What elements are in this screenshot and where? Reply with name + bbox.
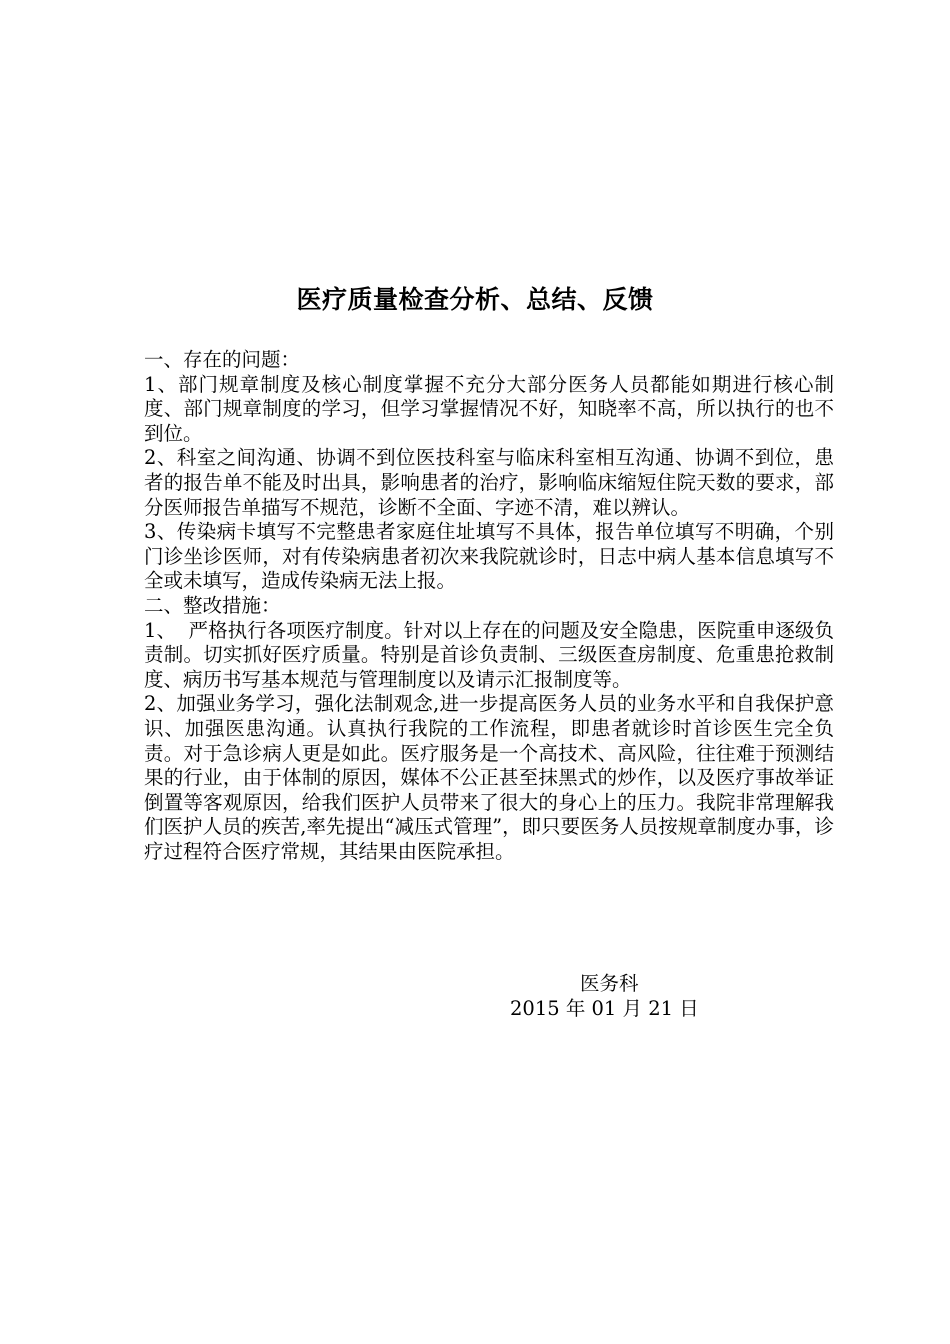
- section-heading-measures: 二、整改措施：: [144, 593, 281, 617]
- paragraph-problem-2: 2、科室之间沟通、协调不到位医技科室与临床科室相互沟通、协调不到位，患者的报告单不能及时出具，影响患者的治疗，影响临床缩短住院天数的要求，部分医师报告单描写不规范，诊断不全面、字迹不清，难以辨认。: [144, 446, 834, 519]
- signoff-department: 医务科: [580, 972, 639, 995]
- signoff-date: 2015 年 01 月 21 日: [510, 996, 699, 1020]
- document-title: 医疗质量检查分析、总结、反馈: [296, 285, 654, 314]
- paragraph-measure-2: 2、加强业务学习，强化法制观念,进一步提高医务人员的业务水平和自我保护意识、加强医患沟通。认真执行我院的工作流程，即患者就诊时首诊医生完全负责。对于急诊病人更是如此。医疗服务是一个高技术、高风险，往往难于预测结果的行业，由于体制的原因，媒体不公正甚至抹黑式的炒作，以及医疗事故举证倒置等客观原因，给我们医护人员带来了很大的身心上的压力。我院非常理解我们医护人员的疾苦,率先提出“减压式管理”，即只要医务人员按规章制度办事，诊疗过程符合医疗常规，其结果由医院承担。: [144, 692, 834, 863]
- signoff-block: [470, 972, 750, 1021]
- section-heading-problems: 一、存在的问题：: [144, 348, 301, 371]
- paragraph-problem-1: 1、部门规章制度及核心制度掌握不充分大部分医务人员都能如期进行核心制度、部门规章制度的学习，但学习掌握情况不好，知晓率不高，所以执行的也不到位。: [144, 372, 834, 445]
- document-body: [144, 348, 834, 864]
- paragraph-problem-3: 3、传染病卡填写不完整患者家庭住址填写不具体，报告单位填写不明确，个别门诊坐诊医师，对有传染病患者初次来我院就诊时，日志中病人基本信息填写不全或未填写，造成传染病无法上报。: [144, 520, 834, 593]
- paragraph-measure-1: 1、 严格执行各项医疗制度。针对以上存在的问题及安全隐患，医院重申逐级负责制。切实抓好医疗质量。特别是首诊负责制、三级医查房制度、危重患抢救制度、病历书写基本规范与管理制度以及请示汇报制度等。: [144, 618, 834, 691]
